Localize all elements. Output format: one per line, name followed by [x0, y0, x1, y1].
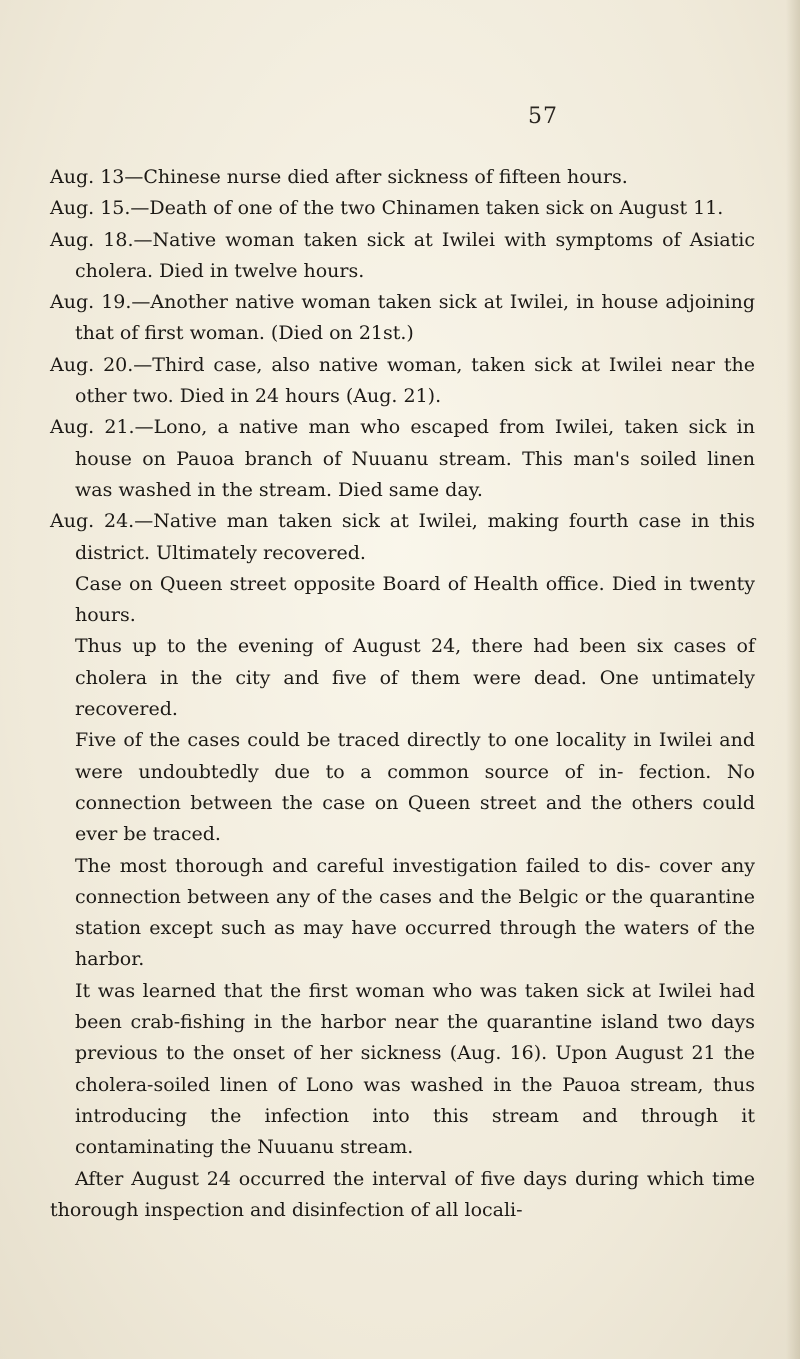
- paragraph-five-cases: Five of the cases could be traced directly to one locality in Iwilei and were undoubtedly due to a common source of in- fection. No connection between the case on Queen street and the others could ever be traced.: [75, 729, 755, 846]
- entry-aug-21: Aug. 21.—Lono, a native man who escaped from Iwilei, taken sick in house on Pauoa branch of Nuuanu stream. This man's soiled linen was washed in the stream. Died same day.: [50, 416, 755, 501]
- queen-street-case: Case on Queen street opposite Board of Health office. Died in twenty hours.: [75, 572, 755, 627]
- page-edge-shadow: [786, 0, 800, 1359]
- page-number: 57: [528, 104, 558, 129]
- paragraph-summary: Thus up to the evening of August 24, there had been six cases of cholera in the city and five of them were dead. One untimately recovered.: [75, 635, 755, 721]
- entry-aug-24: Aug. 24.—Native man taken sick at Iwilei, making fourth case in this district. Ultimately recovered.: [50, 510, 755, 564]
- entry-aug-19: Aug. 19.—Another native woman taken sick at Iwilei, in house adjoining that of first woman. (Died on 21st.): [50, 291, 755, 345]
- paragraph-investigation: The most thorough and careful investigation failed to dis- cover any connection between any of the cases and the Belgic or the quarantine station except such as may have occurred through the waters of the harbor.: [75, 854, 755, 971]
- paragraph-interval: After August 24 occurred the interval of five days during which time thorough inspection and disinfection of all locali-: [50, 1167, 755, 1221]
- entry-aug-18: Aug. 18.—Native woman taken sick at Iwilei with symptoms of Asiatic cholera. Died in twelve hours.: [50, 228, 755, 282]
- entry-aug-15: Aug. 15.—Death of one of the two Chinamen taken sick on August 11.: [50, 197, 724, 220]
- paragraph-crab-fishing: It was learned that the first woman who was taken sick at Iwilei had been crab-fishing in the harbor near the quarantine island two days previous to the onset of her sickness (Aug. 16). Upon August 21 the cholera-soiled linen of Lono was washed in the Pauoa stream, thus introducing the infection into this stream and through it contaminating the Nuuanu stream.: [75, 979, 755, 1159]
- entry-aug-20: Aug. 20.—Third case, also native woman, taken sick at Iwilei near the other two. Died in 24 hours (Aug. 21).: [50, 353, 755, 408]
- entry-aug-13: Aug. 13—Chinese nurse died after sickness of fifteen hours.: [50, 166, 628, 188]
- body-text: [50, 162, 755, 1226]
